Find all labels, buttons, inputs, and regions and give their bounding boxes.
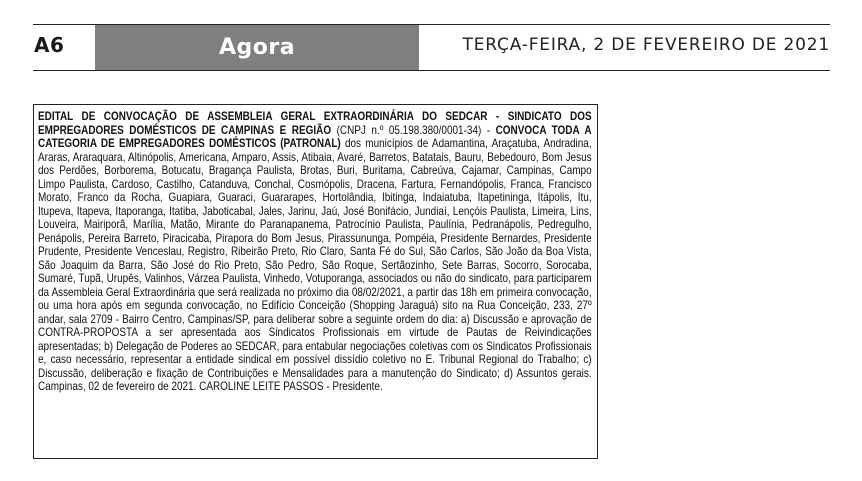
notice-cnpj: (CNPJ n.º 05.198.380/0001-34) - [331, 122, 496, 137]
legal-notice-text [38, 110, 592, 394]
legal-notice-box [33, 104, 598, 459]
header-bottom-rule [33, 70, 830, 71]
brand-name: Agora [218, 35, 296, 60]
notice-body: dos municípios de Adamantina, Araçatuba, Andradina, Araras, Araraquara, Altinópolis, Americana, Amparo, Assis, Atibaia, Avaré, Barretos, Batatais, Bauru, Bebedouro, Bom Jesus dos Perdões, Borborema, Botucatu, Bragança Paulista, Brotas, Buri, Buritama, Cabreúva, Cajamar, Campinas, Campo Limpo Paulista, Cardoso, Castilho, Catanduva, Conchal, Cosmópolis, Dracena, Fartura, Fernandópolis, Franca, Francisco Morato, Franco da Rocha, Guapiara, Guaraci, Guararapes, Hortolândia, Ibitinga, Indaiatuba, Itapetininga, Itápolis, Itu, Itupeva, Itapeva, Itaporanga, Itatiba, Jaboticabal, Jales, Jarinu, Jaú, José Bonifácio, Jundiaí, Lençóis Paulista, Limeira, Lins, Louveira, Mairiporã, Marília, Matão, Mirante do Paranapanema, Patrocínio Paulista, Paulínia, Pedranápolis, Pedregulho, Penápolis, Pereira Barreto, Piracicaba, Pirapora do Bom Jesus, Pirassununga, Pompéia, Presidente Bernardes, Presidente Prudente, Presidente Venceslau, Registro, Ribeirão Preto, Rio Claro, Santa Fé do Sul, São Carlos, São João da Boa Vista, São Joaquim da Barra, São José do Rio Preto, São Pedro, São Roque, Sertãozinho, Sete Barras, Socorro, Sorocaba, Sumaré, Tupã, Urupês, Valinhos, Várzea Paulista, Vinhedo, Votuporanga, associados ou não do sindicato, para participarem da Assembleia Geral Extraordinária que será realizada no próximo dia 08/02/2021, a partir das 18h em primeira convocação, ou uma hora após em segunda convocação, no Edifício Conceição (Shopping Jaraguá) sito na Rua Conceição, 233, 27º andar, sala 2709 - Bairro Centro, Campinas/SP, para deliberar sobre a seguinte ordem do dia: a) Discussão e aprovação de CONTRA-PROPOSTA a ser apresentada aos Sindicatos Profissionais em virtude de Pautas de Reivindicações apresentadas; b) Delegação de Poderes ao SEDCAR, para entabular negociações coletivas com os Sindicatos Profissionais e, caso necessário, representar a entidade sindical em possível dissídio coletivo no E. Tribunal Regional do Trabalho; c) Discussão, deliberação e fixação de Contribuições e Mensalidades para a manutenção do Sindicato; d) Assuntos gerais. Campinas, 02 de fevereiro de 2021. CAROLINE LEITE PASSOS - Presidente. [38, 136, 592, 393]
notice-title: EDITAL DE CONVOCAÇÃO DE ASSEMBLEIA GERAL EXTRAORDINÁRIA DO SEDCAR - SINDICATO DOS EMPREGADORES DOMÉSTICOS DE CAMPINAS E REGIÃO [38, 109, 592, 137]
brand-banner [95, 25, 419, 70]
notice-convoca: CONVOCA TODA A CATEGORIA DE EMPREGADORES DOMÉSTICOS (PATRONAL) [38, 122, 592, 150]
publication-date: TERÇA-FEIRA, 2 DE FEVEREIRO DE 2021 [462, 35, 830, 55]
page-number: A6 [34, 33, 65, 57]
